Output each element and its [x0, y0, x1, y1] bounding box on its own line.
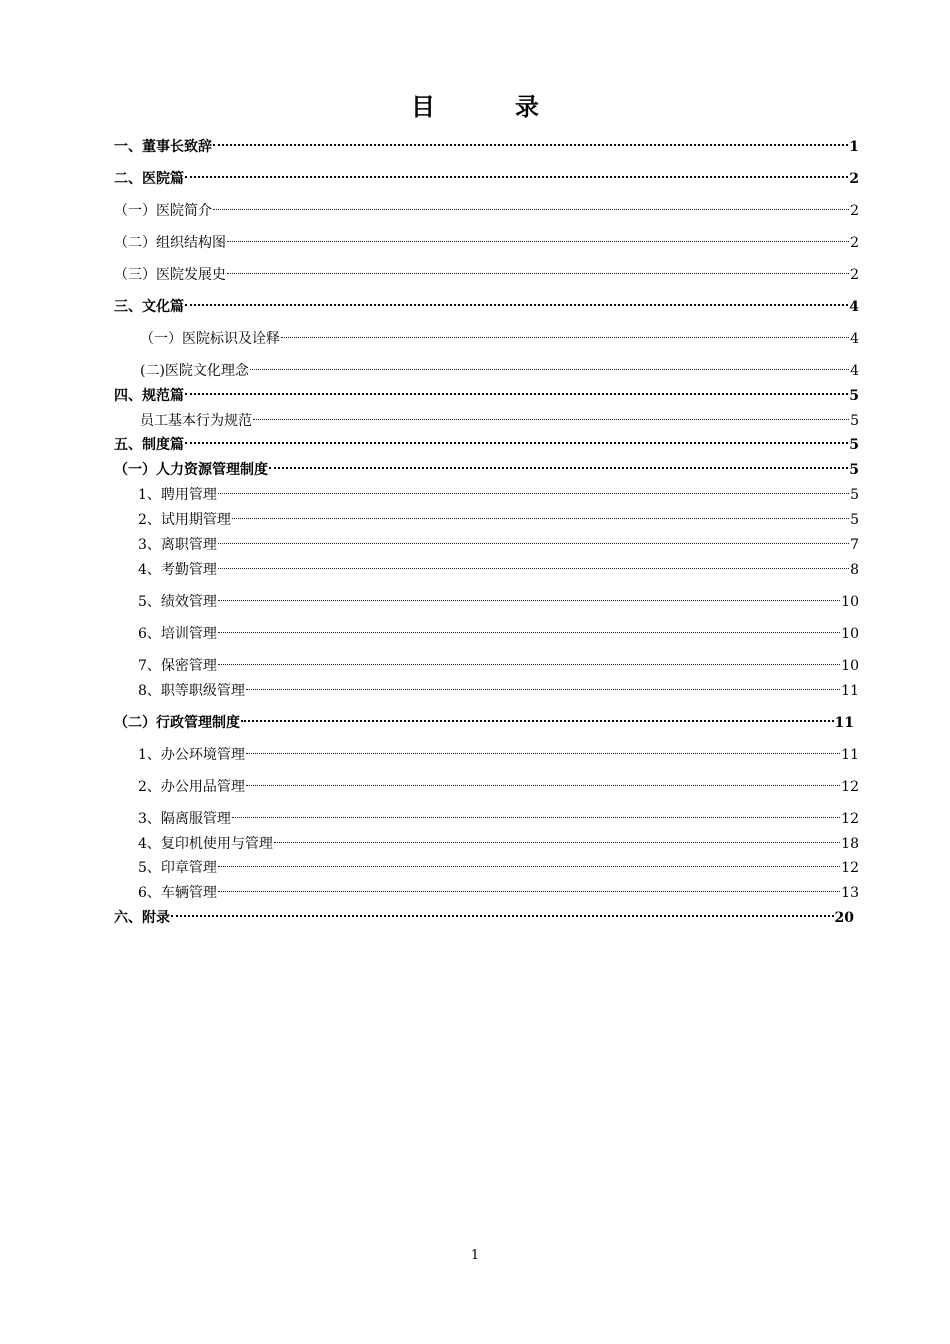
toc-entry-label: 2、办公用品管理: [138, 779, 245, 795]
toc-entry-label: 六、附录: [114, 910, 170, 926]
toc-entry-seal-management[interactable]: [138, 852, 859, 876]
toc-dot-leader: [185, 429, 848, 449]
toc-dot-leader: [218, 877, 840, 897]
toc-entry-label: 6、车辆管理: [138, 885, 217, 901]
toc-entry-label: 6、培训管理: [138, 626, 217, 642]
toc-entry-org-chart[interactable]: [114, 227, 859, 251]
toc-dot-leader: [246, 771, 840, 791]
toc-entry-page: 10: [841, 626, 859, 642]
toc-entry-hiring[interactable]: [138, 479, 859, 503]
toc-entry-training[interactable]: [138, 618, 859, 642]
toc-dot-leader: [281, 323, 849, 343]
toc-dot-leader: [246, 675, 840, 695]
toc-dot-leader: [185, 291, 848, 311]
toc-dot-leader: [232, 803, 840, 823]
toc-entry-label: 4、复印机使用与管理: [138, 836, 273, 852]
toc-entry-page: 4: [849, 299, 859, 315]
toc-entry-page: 10: [841, 594, 859, 610]
toc-entry-label: 2、试用期管理: [138, 512, 231, 528]
toc-entry-admin-management[interactable]: [114, 707, 854, 731]
toc-entry-resignation[interactable]: [138, 529, 859, 553]
toc-entry-hospital-logo[interactable]: [140, 323, 859, 347]
toc-dot-leader: [218, 618, 840, 638]
toc-entry-chairman-speech[interactable]: [114, 131, 859, 155]
toc-entry-page: 11: [834, 715, 854, 731]
toc-dot-leader: [253, 405, 849, 425]
toc-entry-office-supplies[interactable]: [138, 771, 859, 795]
toc-entry-label: 四、规范篇: [114, 388, 184, 404]
toc-dot-leader: [232, 504, 849, 524]
toc-entry-label: （二）行政管理制度: [114, 715, 240, 731]
toc-entry-page: 2: [850, 267, 859, 283]
toc-entry-label: 1、聘用管理: [138, 487, 217, 503]
toc-entry-hospital-history[interactable]: [114, 259, 859, 283]
toc-entry-label: （一）医院简介: [114, 203, 212, 219]
toc-dot-leader: [213, 131, 848, 151]
toc-entry-page: 5: [849, 462, 859, 478]
toc-entry-attendance[interactable]: [138, 554, 859, 578]
toc-dot-leader: [269, 454, 848, 474]
toc-entry-label: 一、董事长致辞: [114, 139, 212, 155]
toc-entry-standards-section[interactable]: [114, 380, 859, 404]
toc-entry-probation[interactable]: [138, 504, 859, 528]
toc-entry-page: 4: [850, 331, 859, 347]
toc-entry-page: 12: [841, 811, 859, 827]
toc-entry-label: 3、离职管理: [138, 537, 217, 553]
toc-entry-page: 8: [850, 562, 859, 578]
toc-entry-page: 7: [850, 537, 859, 553]
toc-entry-page: 18: [841, 836, 859, 852]
toc-dot-leader: [274, 828, 840, 848]
toc-entry-office-environment[interactable]: [138, 739, 859, 763]
toc-entry-page: 2: [850, 235, 859, 251]
toc-entry-regulations-section[interactable]: [114, 429, 859, 453]
toc-entry-label: 1、办公环境管理: [138, 747, 245, 763]
toc-entry-page: 5: [850, 413, 859, 429]
toc-dot-leader: [185, 380, 848, 400]
toc-dot-leader: [213, 195, 849, 215]
toc-entry-label: 5、绩效管理: [138, 594, 217, 610]
toc-entry-performance[interactable]: [138, 586, 859, 610]
toc-dot-leader: [171, 902, 834, 922]
toc-entry-label: 五、制度篇: [114, 437, 184, 453]
toc-entry-page: 10: [841, 658, 859, 674]
toc-entry-staff-conduct[interactable]: [140, 405, 859, 429]
toc-dot-leader: [218, 479, 849, 499]
toc-entry-hospital-intro[interactable]: [114, 195, 859, 219]
toc-entry-label: 5、印章管理: [138, 860, 217, 876]
toc-entry-isolation-gowns[interactable]: [138, 803, 859, 827]
toc-entry-confidentiality[interactable]: [138, 650, 859, 674]
toc-dot-leader: [218, 554, 849, 574]
toc-entry-hospital-section[interactable]: [114, 163, 859, 187]
toc-entry-vehicle-management[interactable]: [138, 877, 859, 901]
toc-entry-appendix[interactable]: [114, 902, 854, 926]
toc-entry-label: 3、隔离服管理: [138, 811, 231, 827]
toc-entry-label: 8、职等职级管理: [138, 683, 245, 699]
toc-entry-label: （二）组织结构图: [114, 235, 226, 251]
toc-dot-leader: [218, 852, 840, 872]
toc-entry-page: 5: [849, 388, 859, 404]
toc-entry-culture-section[interactable]: [114, 291, 859, 315]
toc-entry-label: (二)医院文化理念: [140, 363, 249, 379]
toc-dot-leader: [218, 586, 840, 606]
toc-entry-page: 5: [850, 512, 859, 528]
toc-entry-page: 5: [849, 437, 859, 453]
page-title: 目 录: [411, 92, 567, 121]
toc-entry-culture-concept[interactable]: [140, 355, 859, 379]
toc-entry-label: 4、考勤管理: [138, 562, 217, 578]
toc-entry-page: 4: [850, 363, 859, 379]
toc-entry-page: 12: [841, 860, 859, 876]
toc-dot-leader: [241, 707, 834, 727]
toc-entry-label: （一）医院标识及诠释: [140, 331, 280, 347]
toc-entry-label: 二、医院篇: [114, 171, 184, 187]
toc-dot-leader: [227, 259, 849, 279]
toc-dot-leader: [250, 355, 849, 375]
toc-entry-page: 20: [834, 910, 854, 926]
toc-entry-label: 三、文化篇: [114, 299, 184, 315]
toc-dot-leader: [185, 163, 848, 183]
toc-entry-page: 11: [841, 683, 859, 699]
toc-entry-hr-management[interactable]: [114, 454, 859, 478]
toc-dot-leader: [227, 227, 849, 247]
toc-entry-label: （一）人力资源管理制度: [114, 462, 268, 478]
toc-dot-leader: [218, 650, 840, 670]
toc-entry-page: 2: [850, 203, 859, 219]
toc-entry-copier-use[interactable]: [138, 828, 859, 852]
toc-entry-job-grade[interactable]: [138, 675, 859, 699]
toc-dot-leader: [246, 739, 840, 759]
toc-entry-page: 1: [849, 139, 859, 155]
toc-entry-page: 13: [841, 885, 859, 901]
toc-entry-page: 11: [841, 747, 859, 763]
toc-entry-page: 5: [850, 487, 859, 503]
toc-entry-label: （三）医院发展史: [114, 267, 226, 283]
toc-entry-page: 12: [841, 779, 859, 795]
toc-entry-label: 7、保密管理: [138, 658, 217, 674]
toc-entry-page: 2: [849, 171, 859, 187]
toc-entry-label: 员工基本行为规范: [140, 413, 252, 429]
toc-dot-leader: [218, 529, 849, 549]
page-number: 1: [470, 1248, 480, 1263]
